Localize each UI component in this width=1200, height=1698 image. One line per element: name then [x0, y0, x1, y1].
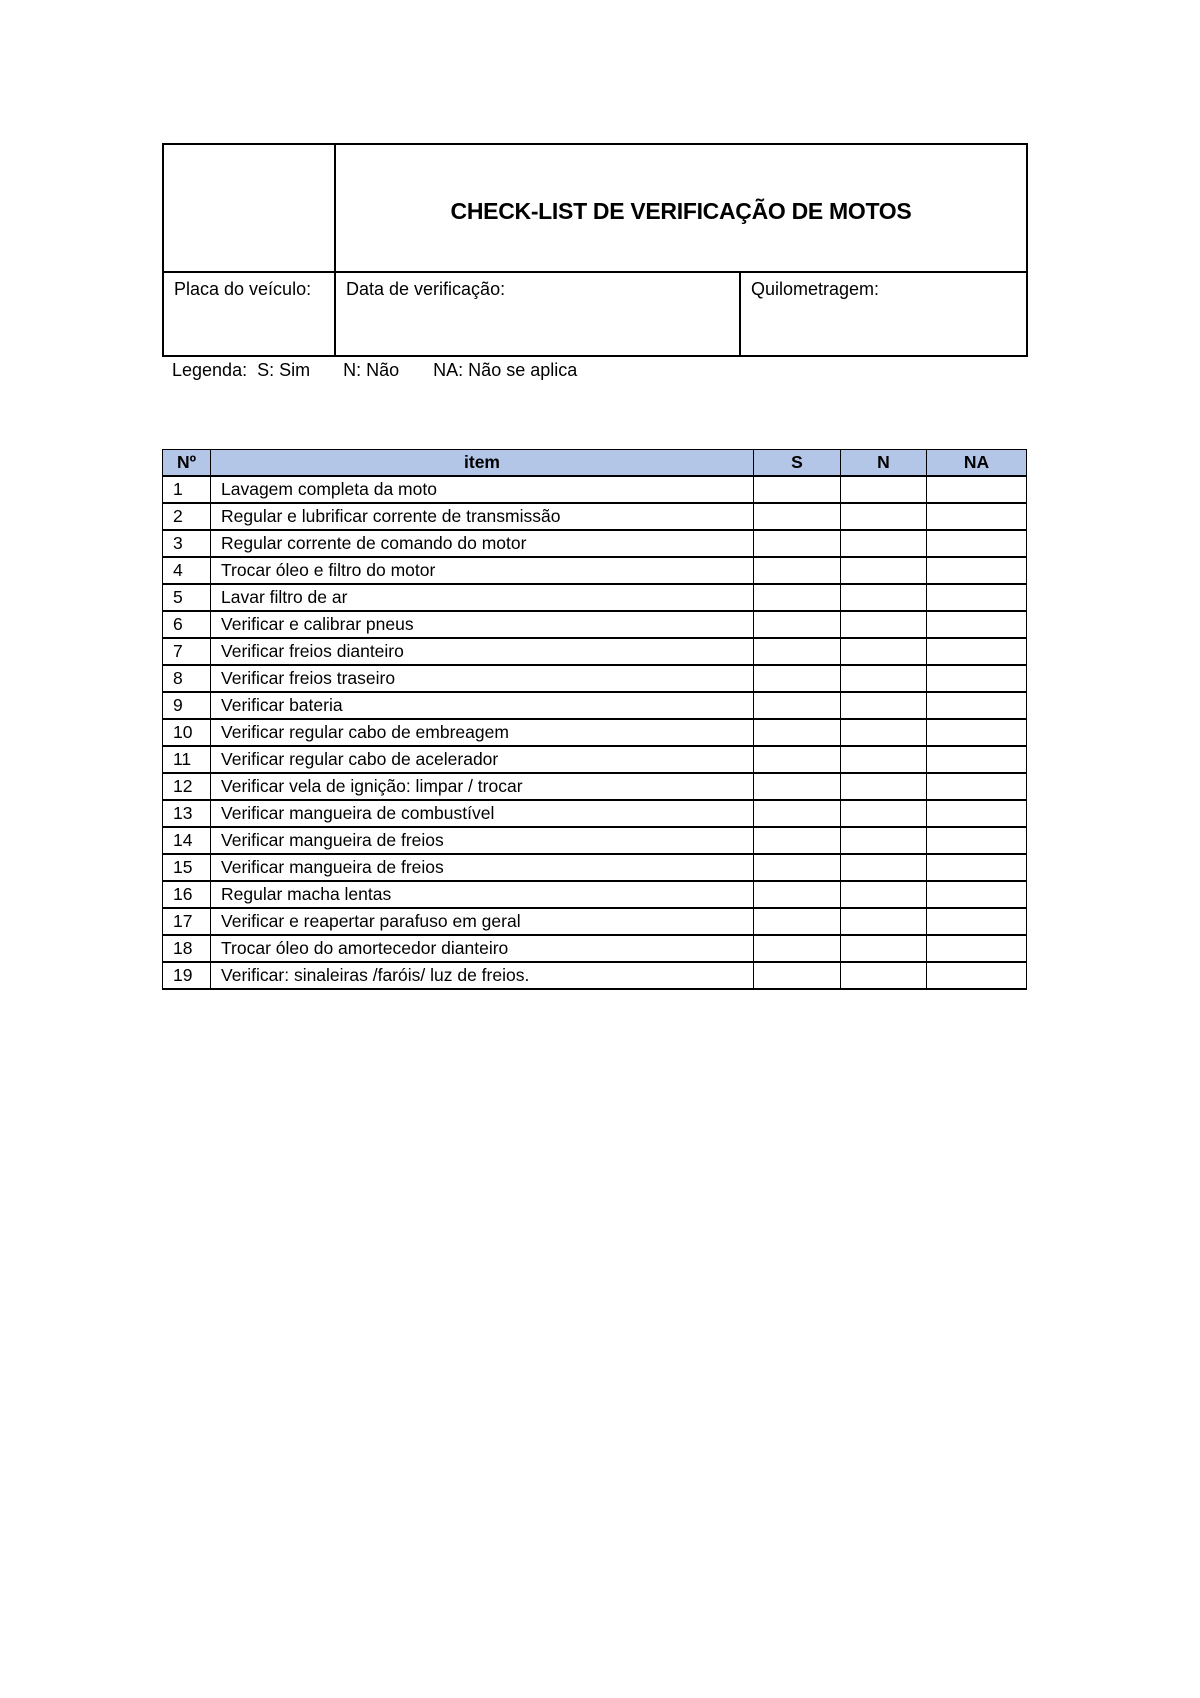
check-cell-n[interactable] — [841, 935, 927, 962]
check-cell-s[interactable] — [754, 800, 841, 827]
check-cell-n[interactable] — [841, 962, 927, 989]
check-cell-na[interactable] — [927, 611, 1027, 638]
check-cell-s[interactable] — [754, 908, 841, 935]
table-row — [163, 800, 1027, 827]
row-number: 3 — [163, 530, 211, 557]
check-cell-na[interactable] — [927, 908, 1027, 935]
table-row — [163, 476, 1027, 503]
check-cell-n[interactable] — [841, 530, 927, 557]
row-item: Verificar: sinaleiras /faróis/ luz de freios. — [211, 962, 754, 989]
check-cell-na[interactable] — [927, 773, 1027, 800]
row-number: 14 — [163, 827, 211, 854]
check-cell-na[interactable] — [927, 854, 1027, 881]
row-number: 5 — [163, 584, 211, 611]
row-number: 19 — [163, 962, 211, 989]
row-number: 16 — [163, 881, 211, 908]
row-item: Verificar mangueira de combustível — [211, 800, 754, 827]
legend — [172, 360, 577, 381]
check-cell-n[interactable] — [841, 557, 927, 584]
table-row — [163, 638, 1027, 665]
column-header-na: NA — [927, 450, 1027, 477]
check-cell-na[interactable] — [927, 935, 1027, 962]
row-number: 17 — [163, 908, 211, 935]
check-cell-n[interactable] — [841, 800, 927, 827]
table-row — [163, 719, 1027, 746]
date-label: Data de verificação: — [346, 279, 506, 299]
row-number: 4 — [163, 557, 211, 584]
check-cell-na[interactable] — [927, 800, 1027, 827]
table-row — [163, 773, 1027, 800]
table-row — [163, 881, 1027, 908]
table-row — [163, 827, 1027, 854]
check-cell-n[interactable] — [841, 854, 927, 881]
form-header — [162, 143, 1028, 357]
row-item: Trocar óleo e filtro do motor — [211, 557, 754, 584]
check-cell-s[interactable] — [754, 557, 841, 584]
column-header-s: S — [754, 450, 841, 477]
table-row — [163, 611, 1027, 638]
row-item: Regular macha lentas — [211, 881, 754, 908]
row-number: 15 — [163, 854, 211, 881]
check-cell-s[interactable] — [754, 476, 841, 503]
table-header-row — [163, 450, 1027, 477]
check-cell-s[interactable] — [754, 503, 841, 530]
check-cell-n[interactable] — [841, 503, 927, 530]
check-cell-na[interactable] — [927, 476, 1027, 503]
check-cell-n[interactable] — [841, 638, 927, 665]
check-cell-na[interactable] — [927, 557, 1027, 584]
check-cell-n[interactable] — [841, 611, 927, 638]
legend-n: N: Não — [343, 360, 400, 380]
check-cell-n[interactable] — [841, 584, 927, 611]
legend-prefix: Legenda: — [172, 360, 248, 380]
row-item: Verificar mangueira de freios — [211, 854, 754, 881]
check-cell-na[interactable] — [927, 503, 1027, 530]
checklist-table — [162, 449, 1027, 990]
check-cell-n[interactable] — [841, 665, 927, 692]
check-cell-na[interactable] — [927, 692, 1027, 719]
column-header-number: Nº — [163, 450, 211, 477]
check-cell-na[interactable] — [927, 962, 1027, 989]
row-number: 10 — [163, 719, 211, 746]
row-number: 7 — [163, 638, 211, 665]
mileage-label: Quilometragem: — [751, 279, 880, 299]
row-number: 12 — [163, 773, 211, 800]
check-cell-s[interactable] — [754, 665, 841, 692]
check-cell-s[interactable] — [754, 611, 841, 638]
row-number: 2 — [163, 503, 211, 530]
table-row — [163, 935, 1027, 962]
row-item: Verificar e reapertar parafuso em geral — [211, 908, 754, 935]
check-cell-n[interactable] — [841, 719, 927, 746]
check-cell-s[interactable] — [754, 962, 841, 989]
table-row — [163, 746, 1027, 773]
check-cell-s[interactable] — [754, 719, 841, 746]
check-cell-n[interactable] — [841, 773, 927, 800]
table-row — [163, 908, 1027, 935]
check-cell-s[interactable] — [754, 584, 841, 611]
check-cell-na[interactable] — [927, 638, 1027, 665]
table-row — [163, 530, 1027, 557]
row-number: 9 — [163, 692, 211, 719]
row-item: Verificar regular cabo de embreagem — [211, 719, 754, 746]
check-cell-s[interactable] — [754, 881, 841, 908]
check-cell-n[interactable] — [841, 827, 927, 854]
table-row — [163, 557, 1027, 584]
check-cell-na[interactable] — [927, 719, 1027, 746]
plate-label: Placa do veículo: — [174, 279, 312, 299]
row-item: Verificar vela de ignição: limpar / trocar — [211, 773, 754, 800]
row-number: 13 — [163, 800, 211, 827]
check-cell-na[interactable] — [927, 530, 1027, 557]
row-item: Regular corrente de comando do motor — [211, 530, 754, 557]
row-item: Lavar filtro de ar — [211, 584, 754, 611]
check-cell-s[interactable] — [754, 854, 841, 881]
table-row — [163, 503, 1027, 530]
column-header-item: item — [211, 450, 754, 477]
check-cell-n[interactable] — [841, 908, 927, 935]
table-row — [163, 665, 1027, 692]
legend-s: S: Sim — [257, 360, 311, 380]
row-item: Verificar e calibrar pneus — [211, 611, 754, 638]
row-item: Lavagem completa da moto — [211, 476, 754, 503]
check-cell-na[interactable] — [927, 746, 1027, 773]
check-cell-s[interactable] — [754, 638, 841, 665]
check-cell-s[interactable] — [754, 692, 841, 719]
document-title: CHECK-LIST DE VERIFICAÇÃO DE MOTOS — [335, 144, 1027, 272]
date-field[interactable] — [335, 272, 740, 356]
row-number: 8 — [163, 665, 211, 692]
logo-placeholder — [163, 144, 335, 272]
check-cell-n[interactable] — [841, 476, 927, 503]
check-cell-s[interactable] — [754, 827, 841, 854]
table-row — [163, 692, 1027, 719]
row-item: Verificar regular cabo de acelerador — [211, 746, 754, 773]
check-cell-na[interactable] — [927, 665, 1027, 692]
check-cell-s[interactable] — [754, 746, 841, 773]
check-cell-na[interactable] — [927, 881, 1027, 908]
row-number: 11 — [163, 746, 211, 773]
row-item: Verificar bateria — [211, 692, 754, 719]
check-cell-na[interactable] — [927, 827, 1027, 854]
table-row — [163, 584, 1027, 611]
check-cell-na[interactable] — [927, 584, 1027, 611]
table-row — [163, 962, 1027, 989]
row-item: Regular e lubrificar corrente de transmissão — [211, 503, 754, 530]
row-number: 18 — [163, 935, 211, 962]
legend-na: NA: Não se aplica — [433, 360, 578, 380]
row-item: Trocar óleo do amortecedor dianteiro — [211, 935, 754, 962]
row-number: 1 — [163, 476, 211, 503]
plate-field[interactable] — [163, 272, 335, 356]
table-row — [163, 854, 1027, 881]
row-number: 6 — [163, 611, 211, 638]
check-cell-s[interactable] — [754, 773, 841, 800]
row-item: Verificar mangueira de freios — [211, 827, 754, 854]
check-cell-n[interactable] — [841, 746, 927, 773]
check-cell-s[interactable] — [754, 530, 841, 557]
mileage-field[interactable] — [740, 272, 1027, 356]
column-header-n: N — [841, 450, 927, 477]
check-cell-n[interactable] — [841, 692, 927, 719]
row-item: Verificar freios traseiro — [211, 665, 754, 692]
check-cell-s[interactable] — [754, 935, 841, 962]
row-item: Verificar freios dianteiro — [211, 638, 754, 665]
check-cell-n[interactable] — [841, 881, 927, 908]
